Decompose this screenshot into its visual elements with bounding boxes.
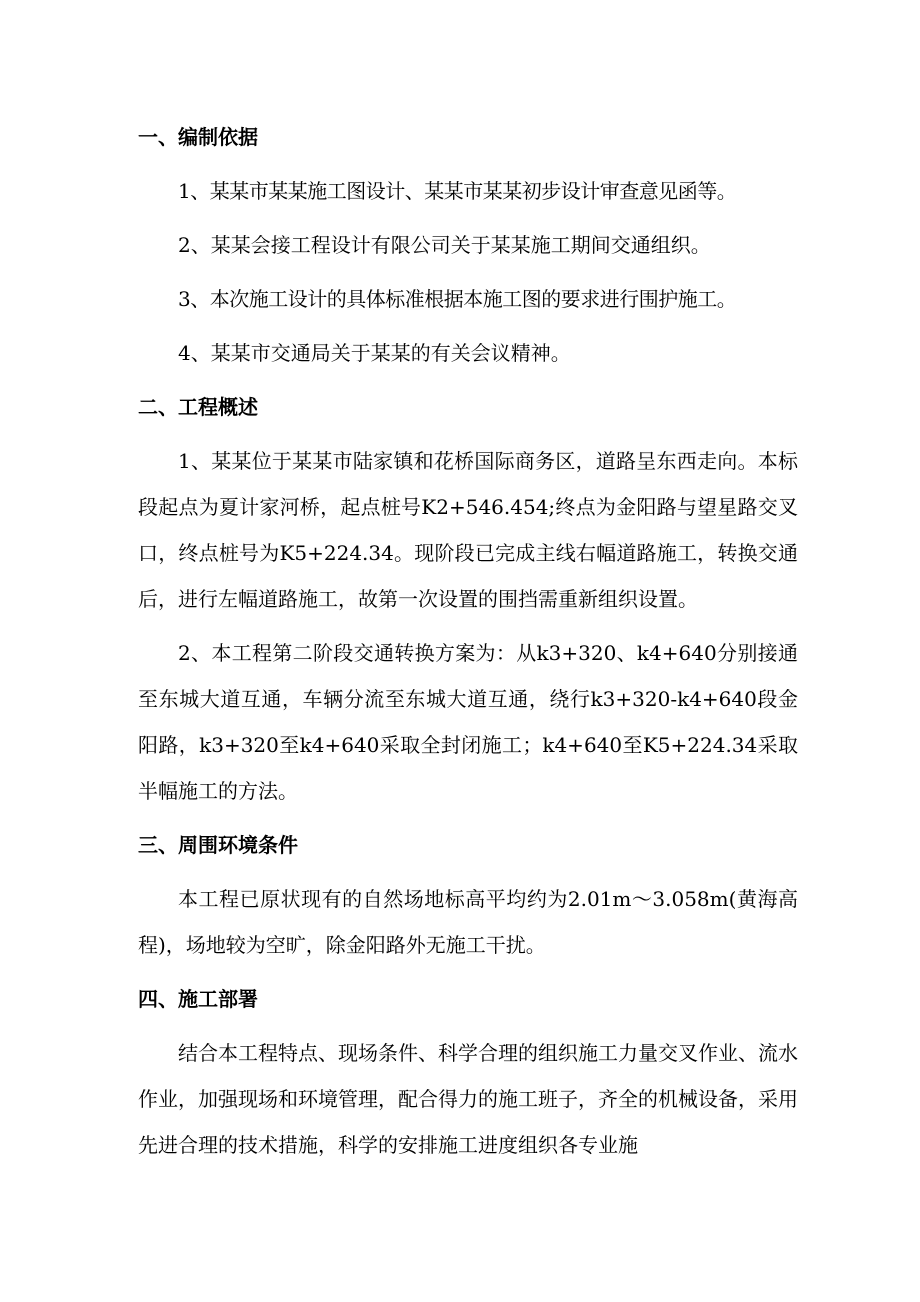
basis-item-1: 1、某某市某某施工图设计、某某市某某初步设计审查意见函等。 — [178, 179, 737, 203]
basis-item-4: 4、某某市交通局关于某某的有关会议精神。 — [178, 341, 571, 365]
basis-item-2: 2、某某会接工程设计有限公司关于某某施工期间交通组织。 — [178, 233, 711, 257]
document-page — [138, 114, 798, 1168]
basis-item-3: 3、本次施工设计的具体标准根据本施工图的要求进行围护施工。 — [178, 287, 737, 311]
overview-paragraph-1: 1、某某位于某某市陆家镇和花桥国际商务区，道路呈东西走向。本标段起点为夏计家河桥，起点桩号K2+546.454;终点为金阳路与望星路交叉口，终点桩号为K5+224.34。现阶段已完成主线右幅道路施工，转换交通后，进行左幅道路施工，故第一次设置的围挡需重新组织设置。 — [138, 449, 798, 611]
section-heading-1: 一、编制依据 — [138, 125, 258, 149]
overview-paragraph-2: 2、本工程第二阶段交通转换方案为：从k3+320、k4+640分别接通至东城大道互通，车辆分流至东城大道互通，绕行k3+320-k4+640段金阳路，k3+320至k4+640采取全封闭施工；k4+640至K5+224.34采取半幅施工的方法。 — [138, 641, 798, 803]
section-heading-4: 四、施工部署 — [138, 987, 258, 1011]
section-heading-3: 三、周围环境条件 — [138, 833, 298, 857]
section-heading-2: 二、工程概述 — [138, 395, 258, 419]
environment-paragraph: 本工程已原状现有的自然场地标高平均约为2.01m～3.058m(黄海高程)，场地较为空旷，除金阳路外无施工干扰。 — [138, 887, 798, 957]
deployment-paragraph: 结合本工程特点、现场条件、科学合理的组织施工力量交叉作业、流水作业，加强现场和环境管理，配合得力的施工班子，齐全的机械设备，采用先进合理的技术措施，科学的安排施工进度组织各专业施 — [138, 1041, 798, 1157]
